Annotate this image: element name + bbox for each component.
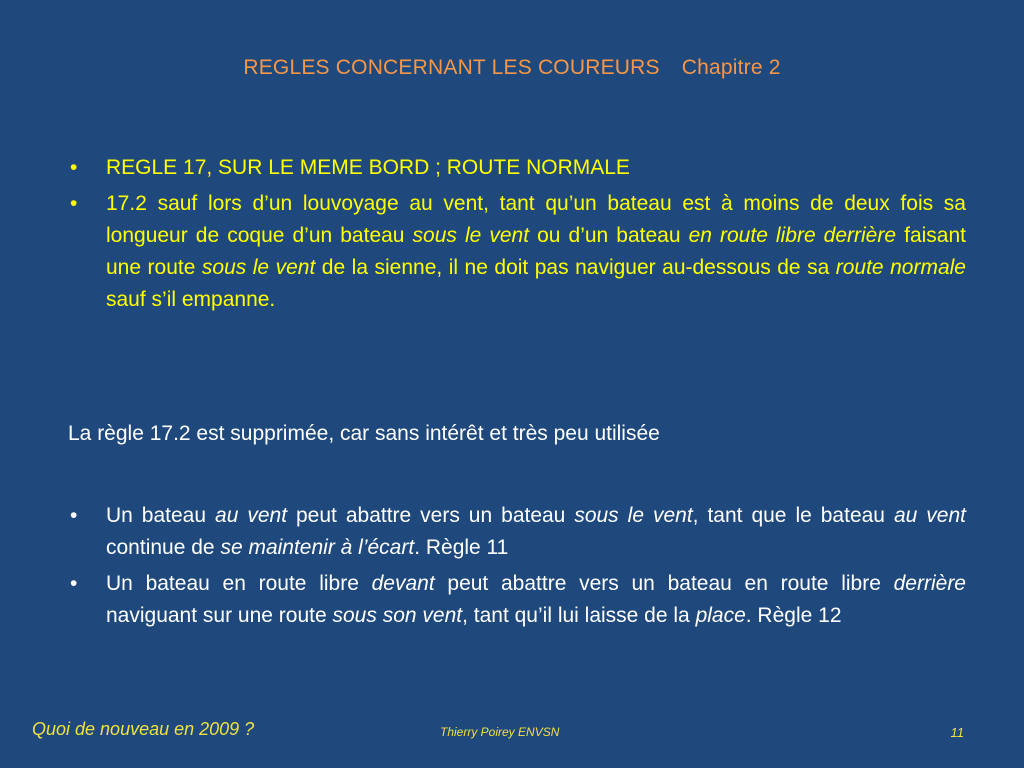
- footer-presentation-title: Quoi de nouveau en 2009 ?: [32, 719, 255, 739]
- rule17-section: [68, 152, 966, 320]
- rules11-12-section: [68, 500, 966, 636]
- bullet-icon: •: [70, 572, 78, 595]
- list-item: [68, 500, 966, 564]
- list-item: [68, 152, 966, 184]
- rule17-list: [68, 152, 966, 316]
- rule17-heading: REGLE 17, SUR LE MEME BORD ; ROUTE NORMALE: [106, 156, 630, 179]
- rule11-text: Un bateau au vent peut abattre vers un bateau sous le vent, tant que le bateau au vent continue de se maintenir à l’écart. Règle 11: [106, 504, 966, 559]
- rules11-12-list: [68, 500, 966, 632]
- rule12-text: Un bateau en route libre devant peut abattre vers un bateau en route libre derrière naviguant sur une route sous son vent, tant qu’il lui laisse de la place. Règle 12: [106, 572, 966, 627]
- bullet-icon: •: [70, 156, 78, 179]
- footer-author: Thierry Poirey ENVSN: [440, 725, 560, 739]
- rule17-text: 17.2 sauf lors d’un louvoyage au vent, tant qu’un bateau est à moins de deux fois sa longueur de coque d’un bateau sous le vent ou d’un bateau en route libre derrière faisant une route sous le vent de la sienne, il ne doit pas naviguer au-dessous de sa route normale sauf s’il empanne.: [106, 192, 966, 311]
- bullet-icon: •: [70, 192, 78, 215]
- slide-title-main: REGLES CONCERNANT LES COUREURS: [243, 56, 660, 79]
- slide-title: [0, 56, 1024, 80]
- deletion-note: La règle 17.2 est supprimée, car sans intérêt et très peu utilisée: [68, 422, 660, 445]
- slide-title-chapter: Chapitre 2: [681, 56, 781, 79]
- bullet-icon: •: [70, 504, 78, 527]
- list-item: [68, 188, 966, 316]
- footer-page-number: 11: [950, 725, 964, 740]
- list-item: [68, 568, 966, 632]
